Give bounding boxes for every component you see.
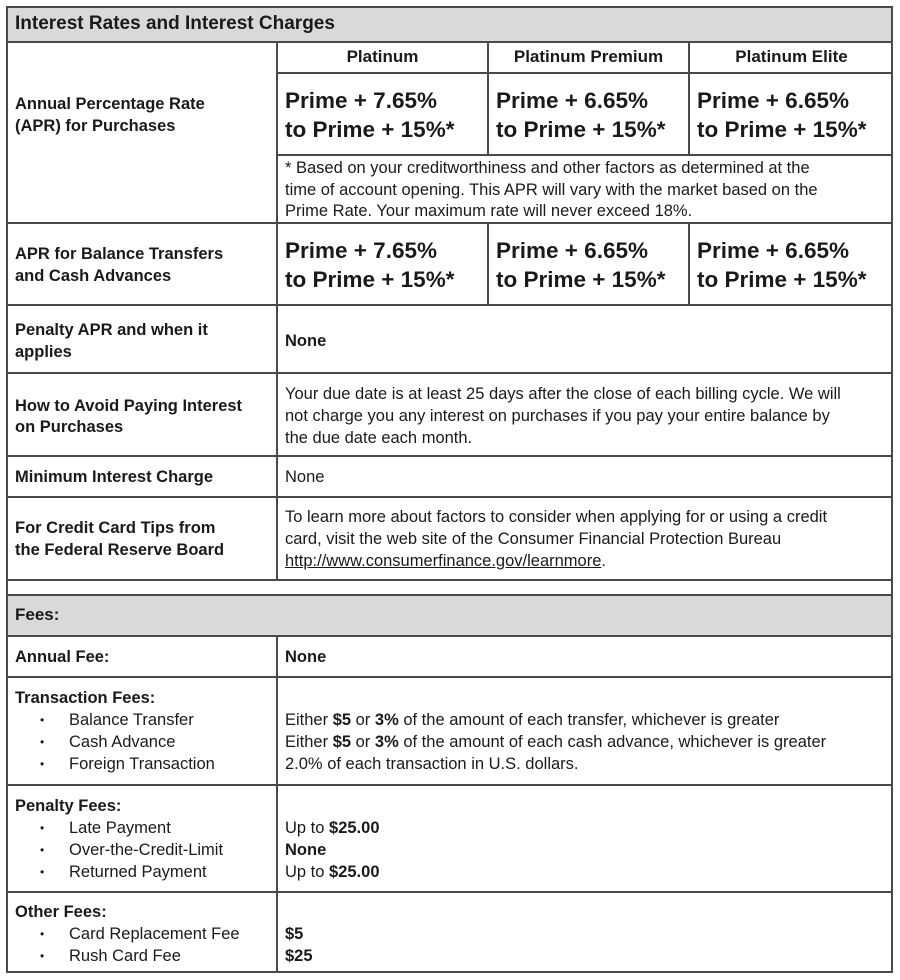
apr-balance-label: APR for Balance Transfers (15, 245, 224, 263)
annual-fee-label: Annual Fee: (15, 648, 110, 666)
tips-label: the Federal Reserve Board (15, 541, 225, 559)
bullet: • (40, 927, 45, 941)
over-limit-fee: None (285, 841, 327, 859)
row-divider (6, 635, 893, 637)
apr-purchases-premium: Prime + 6.65% (496, 88, 648, 113)
fee-item-name: Late Payment (69, 819, 171, 837)
fee-text: Either (285, 711, 333, 729)
apr-purchases-label: Annual Percentage Rate (15, 95, 205, 113)
row-divider (276, 154, 893, 156)
foreign-transaction-fee: 2.0% of each transaction in U.S. dollars. (285, 755, 579, 773)
transaction-fees-label: Transaction Fees: (15, 689, 156, 707)
column-header-platinum: Platinum (346, 47, 419, 66)
row-divider (6, 455, 893, 457)
fee-item-name: Cash Advance (69, 733, 176, 751)
row-divider (6, 594, 893, 596)
row-divider (6, 891, 893, 893)
row-divider (6, 579, 893, 581)
bullet: • (40, 757, 45, 771)
fee-amount: $5 (332, 711, 352, 729)
apr-balance-label: and Cash Advances (15, 267, 172, 285)
interest-section-title: Interest Rates and Interest Charges (15, 13, 335, 34)
avoid-interest-text: not charge you any interest on purchases if you pay your entire balance by (285, 407, 830, 425)
apr-purchases-premium: to Prime + 15%* (496, 117, 666, 142)
tips-label: For Credit Card Tips from (15, 519, 216, 537)
apr-footnote: time of account opening. This APR will vary with the market based on the (285, 181, 818, 199)
row-divider (276, 72, 893, 74)
fee-percent: 3% (374, 733, 399, 751)
penalty-fees-label: Penalty Fees: (15, 797, 122, 815)
row-divider (6, 784, 893, 786)
tips-text: To learn more about factors to consider when applying for or using a credit (285, 508, 828, 526)
bullet: • (40, 865, 45, 879)
cash-advance-fee (285, 731, 826, 753)
col-divider (276, 41, 278, 580)
apr-balance-elite: Prime + 6.65% (697, 238, 849, 263)
min-interest-label: Minimum Interest Charge (15, 468, 214, 486)
fee-item-name: Returned Payment (69, 863, 207, 881)
fee-item-name: Over-the-Credit-Limit (69, 841, 224, 859)
bullet: • (40, 821, 45, 835)
apr-balance-platinum: to Prime + 15%* (285, 267, 455, 292)
row-divider (6, 222, 893, 224)
avoid-interest-text: Your due date is at least 25 days after the close of each billing cycle. We will (285, 385, 841, 403)
link-suffix: . (601, 552, 606, 570)
row-divider (6, 304, 893, 306)
fee-text: or (351, 711, 375, 729)
bullet: • (40, 735, 45, 749)
other-fees-label: Other Fees: (15, 903, 107, 921)
row-divider (6, 41, 893, 43)
column-header-platinum-premium: Platinum Premium (513, 47, 664, 66)
apr-footnote: * Based on your creditworthiness and other factors as determined at the (285, 159, 810, 177)
fee-text: Up to (285, 863, 330, 881)
avoid-interest-label: How to Avoid Paying Interest (15, 397, 243, 415)
bullet: • (40, 949, 45, 963)
penalty-apr-label: Penalty APR and when it (15, 321, 208, 339)
fees-section-title: Fees: (15, 605, 60, 624)
late-payment-fee (285, 817, 380, 839)
bullet: • (40, 713, 45, 727)
tips-text (285, 550, 606, 572)
avoid-interest-text: the due date each month. (285, 429, 473, 447)
fee-text: Up to (285, 819, 330, 837)
row-divider (6, 496, 893, 498)
avoid-interest-label: on Purchases (15, 418, 124, 436)
row-divider (6, 372, 893, 374)
cfpb-link[interactable]: http://www.consumerfinance.gov/learnmore (285, 552, 602, 570)
apr-balance-platinum: Prime + 7.65% (285, 238, 437, 263)
fee-text: Either (285, 733, 333, 751)
card-replacement-fee: $5 (285, 925, 304, 943)
column-header-platinum-elite: Platinum Elite (735, 47, 848, 66)
col-divider (688, 222, 690, 304)
balance-transfer-fee (285, 709, 779, 731)
tips-text: card, visit the web site of the Consumer Financial Protection Bureau (285, 530, 782, 548)
fee-item-name: Balance Transfer (69, 711, 194, 729)
fee-amount: $25.00 (329, 863, 380, 881)
penalty-apr-label: applies (15, 343, 72, 361)
fee-amount: $25.00 (329, 819, 380, 837)
col-divider (276, 635, 278, 973)
apr-purchases-elite: Prime + 6.65% (697, 88, 849, 113)
penalty-apr-value: None (285, 332, 327, 350)
fee-text: of the amount of each transfer, whichever is greater (398, 711, 780, 729)
fee-text: or (351, 733, 375, 751)
apr-purchases-elite: to Prime + 15%* (697, 117, 867, 142)
fee-text: of the amount of each cash advance, whichever is greater (398, 733, 827, 751)
fee-item-name: Rush Card Fee (69, 947, 181, 965)
bullet: • (40, 843, 45, 857)
apr-purchases-platinum: Prime + 7.65% (285, 88, 437, 113)
apr-footnote: Prime Rate. Your maximum rate will never exceed 18%. (285, 202, 693, 220)
rush-card-fee: $25 (285, 947, 313, 965)
apr-balance-premium: to Prime + 15%* (496, 267, 666, 292)
annual-fee-value: None (285, 648, 327, 666)
apr-purchases-label: (APR) for Purchases (15, 117, 176, 135)
min-interest-value: None (285, 468, 325, 486)
fee-percent: 3% (374, 711, 399, 729)
returned-payment-fee (285, 861, 380, 883)
fee-item-name: Foreign Transaction (69, 755, 215, 773)
fee-amount: $5 (332, 733, 352, 751)
row-divider (6, 676, 893, 678)
apr-balance-premium: Prime + 6.65% (496, 238, 648, 263)
fee-item-name: Card Replacement Fee (69, 925, 240, 943)
col-divider (487, 222, 489, 304)
apr-balance-elite: to Prime + 15%* (697, 267, 867, 292)
apr-purchases-platinum: to Prime + 15%* (285, 117, 455, 142)
